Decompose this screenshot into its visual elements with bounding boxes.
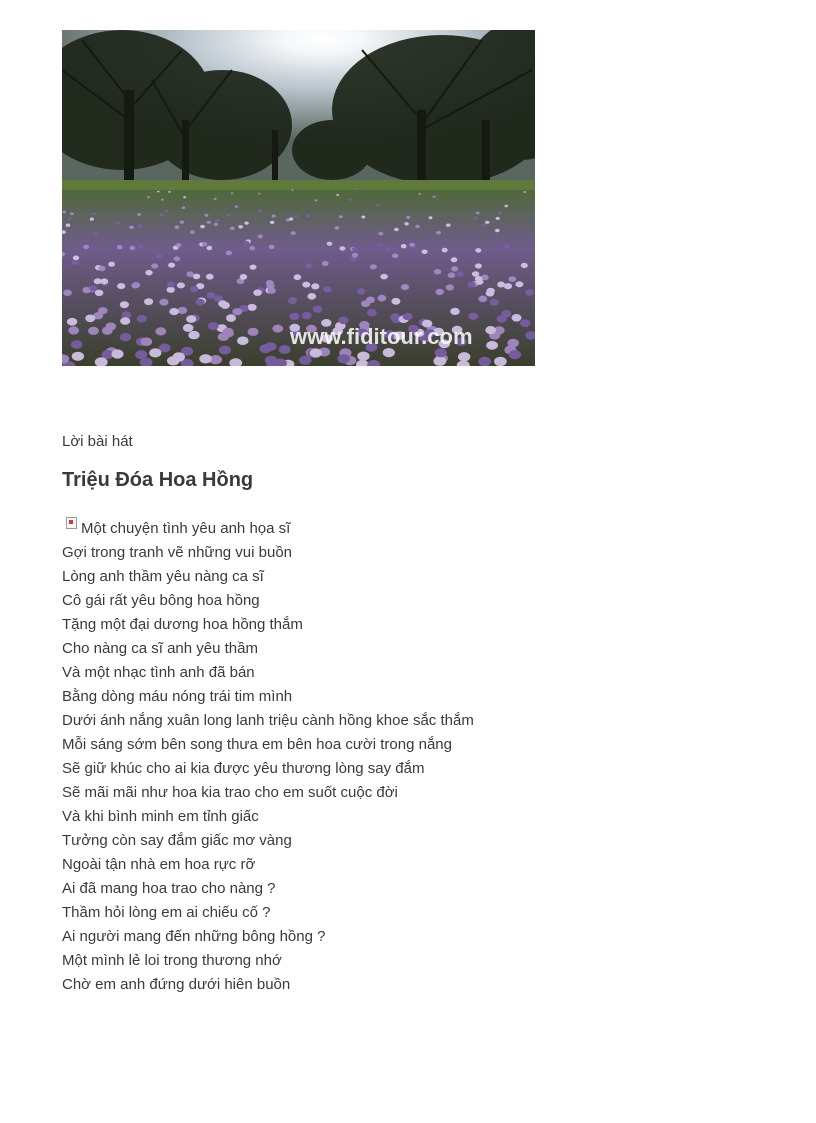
lyric-line: Và một nhạc tình anh đã bán bbox=[62, 664, 255, 681]
lyric-line: Bằng dòng máu nóng trái tim mình bbox=[62, 688, 293, 705]
lyric-line: Dưới ánh nắng xuân long lanh triệu cành hồng khoe sắc thắm bbox=[62, 712, 474, 729]
section-label: Lời bài hát bbox=[62, 433, 133, 450]
lyric-line: Tưởng còn say đắm giấc mơ vàng bbox=[62, 832, 292, 849]
lyric-line: Thầm hỏi lòng em ai chiếu cố ? bbox=[62, 904, 271, 921]
lyric-line: Ngoài tận nhà em hoa rực rỡ bbox=[62, 856, 256, 873]
lyrics-list bbox=[62, 517, 474, 997]
lyric-line: Và khi bình minh em tỉnh giấc bbox=[62, 808, 259, 825]
lyric-line: Sẽ mãi mãi như hoa kia trao cho em suốt cuộc đời bbox=[62, 784, 398, 801]
lyric-line: Một mình lẻ loi trong thương nhớ bbox=[62, 952, 282, 969]
lyric-line: Mỗi sáng sớm bên song thưa em bên hoa cười trong nắng bbox=[62, 736, 452, 753]
lyric-line: Lòng anh thầm yêu nàng ca sĩ bbox=[62, 568, 264, 585]
lyric-line: Cho nàng ca sĩ anh yêu thầm bbox=[62, 640, 258, 657]
watermark-text: www.fiditour.com bbox=[290, 324, 473, 349]
lyric-line: Chờ em anh đứng dưới hiên buồn bbox=[62, 976, 291, 993]
broken-image-icon bbox=[66, 517, 77, 529]
lyric-line: Ai đã mang hoa trao cho nàng ? bbox=[62, 880, 276, 897]
lyric-line: Gợi trong tranh vẽ những vui buồn bbox=[62, 544, 293, 561]
song-title: Triệu Đóa Hoa Hồng bbox=[62, 469, 254, 491]
crocus-field-photo bbox=[62, 30, 535, 366]
lyric-line: Ai người mang đến những bông hồng ? bbox=[62, 928, 326, 945]
lyric-line: Tặng một đại dương hoa hồng thắm bbox=[62, 616, 303, 633]
lyric-line: Cô gái rất yêu bông hoa hồng bbox=[62, 592, 260, 609]
lyric-line: Một chuyện tình yêu anh họa sĩ bbox=[62, 517, 474, 541]
lyric-line: Sẽ giữ khúc cho ai kia được yêu thương lòng say đắm bbox=[62, 760, 425, 777]
